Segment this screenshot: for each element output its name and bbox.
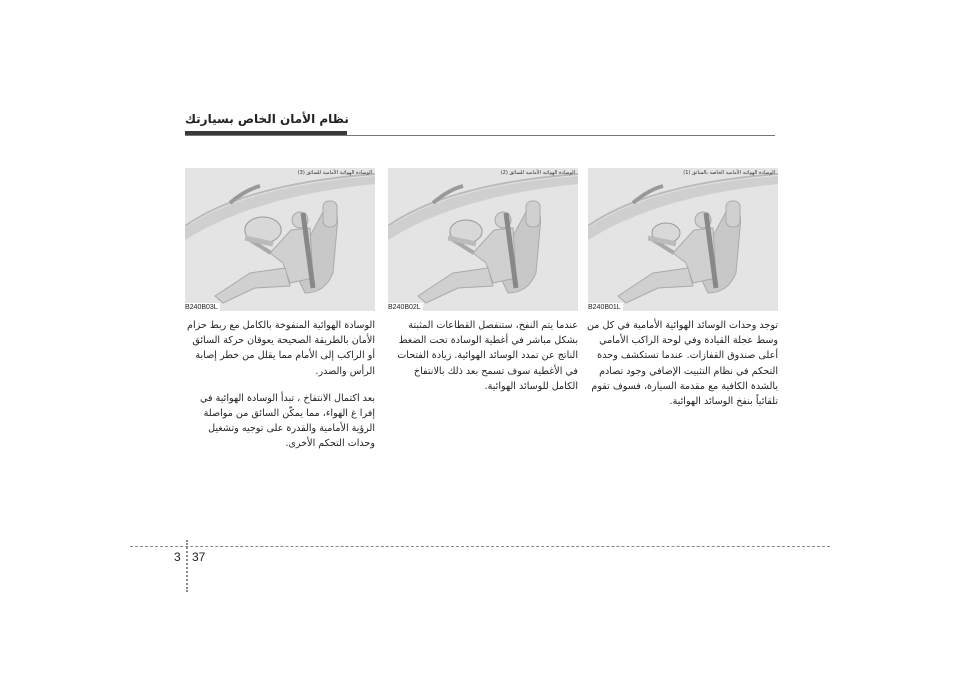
figure-code: B240B03L <box>185 304 218 311</box>
header-rule <box>185 135 775 136</box>
text-column-1 <box>586 318 778 421</box>
figure-caption: الوسادة الهوائية الأمامية للسائق (2) <box>500 170 575 176</box>
paragraph: عندما يتم النفخ، ستنفصل القطاعات المثبتة بشكل مباشر في أغطية الوسادة تحت الضغط الناتج عن تمدد الوسائد الهوائية. زيادة الفتحات في الأغطية سوف تسمح بعد ذلك بالانتفاخ الكامل للوسائد الهوائية. <box>397 320 578 392</box>
chapter-number: 3 <box>174 550 181 564</box>
text-column-3 <box>183 318 375 464</box>
footer-divider <box>186 540 188 592</box>
footer-rule <box>130 546 830 547</box>
figure-caption: الوسادة الهوائية الأمامية للسائق (3) <box>297 170 372 176</box>
airbag-illustration <box>388 168 578 311</box>
page-title: نظام الأمان الخاص بسيارتك <box>185 112 349 126</box>
paragraph: توجد وحدات الوسائد الهوائية الأمامية في كل من وسط عجلة القيادة وفي لوحة الراكب الأمامي أعلى صندوق القفازات. عندما تستكشف وحدة التحكم في نظام التثبيت الإضافي وجود تصادم بالشدة الكافية مع مقدمة السيارة، فسوف تقوم تلقائياً بنفخ الوسائد الهوائية. <box>586 320 778 408</box>
paragraph: بعد اكتمال الانتفاخ ، تبدأ الوسادة الهوائية في إفرا غ الهواء، مما يمكّن السائق من مواصلة الرؤية الأمامية والقدرة على توجيه وتشغيل وحدات التحكم الأخرى. <box>199 392 375 450</box>
paragraph: الوسادة الهوائية المنفوخة بالكامل مع ربط حزام الأمان بالطريقة الصحيحة يعوقان حركة السائق أو الراكب إلى الأمام مما يقلل من خطر إصابة الرأس والصدر. <box>187 320 375 377</box>
airbag-illustration <box>588 168 778 311</box>
figure-code: B240B01L <box>588 304 621 311</box>
page-number: 37 <box>192 550 206 564</box>
airbag-illustration <box>185 168 375 311</box>
figure-code: B240B02L <box>388 304 421 311</box>
figure-caption: الوسادة الهوائية الأمامية الخاصة بالسائق (1) <box>683 170 775 176</box>
text-column-2 <box>386 318 578 406</box>
